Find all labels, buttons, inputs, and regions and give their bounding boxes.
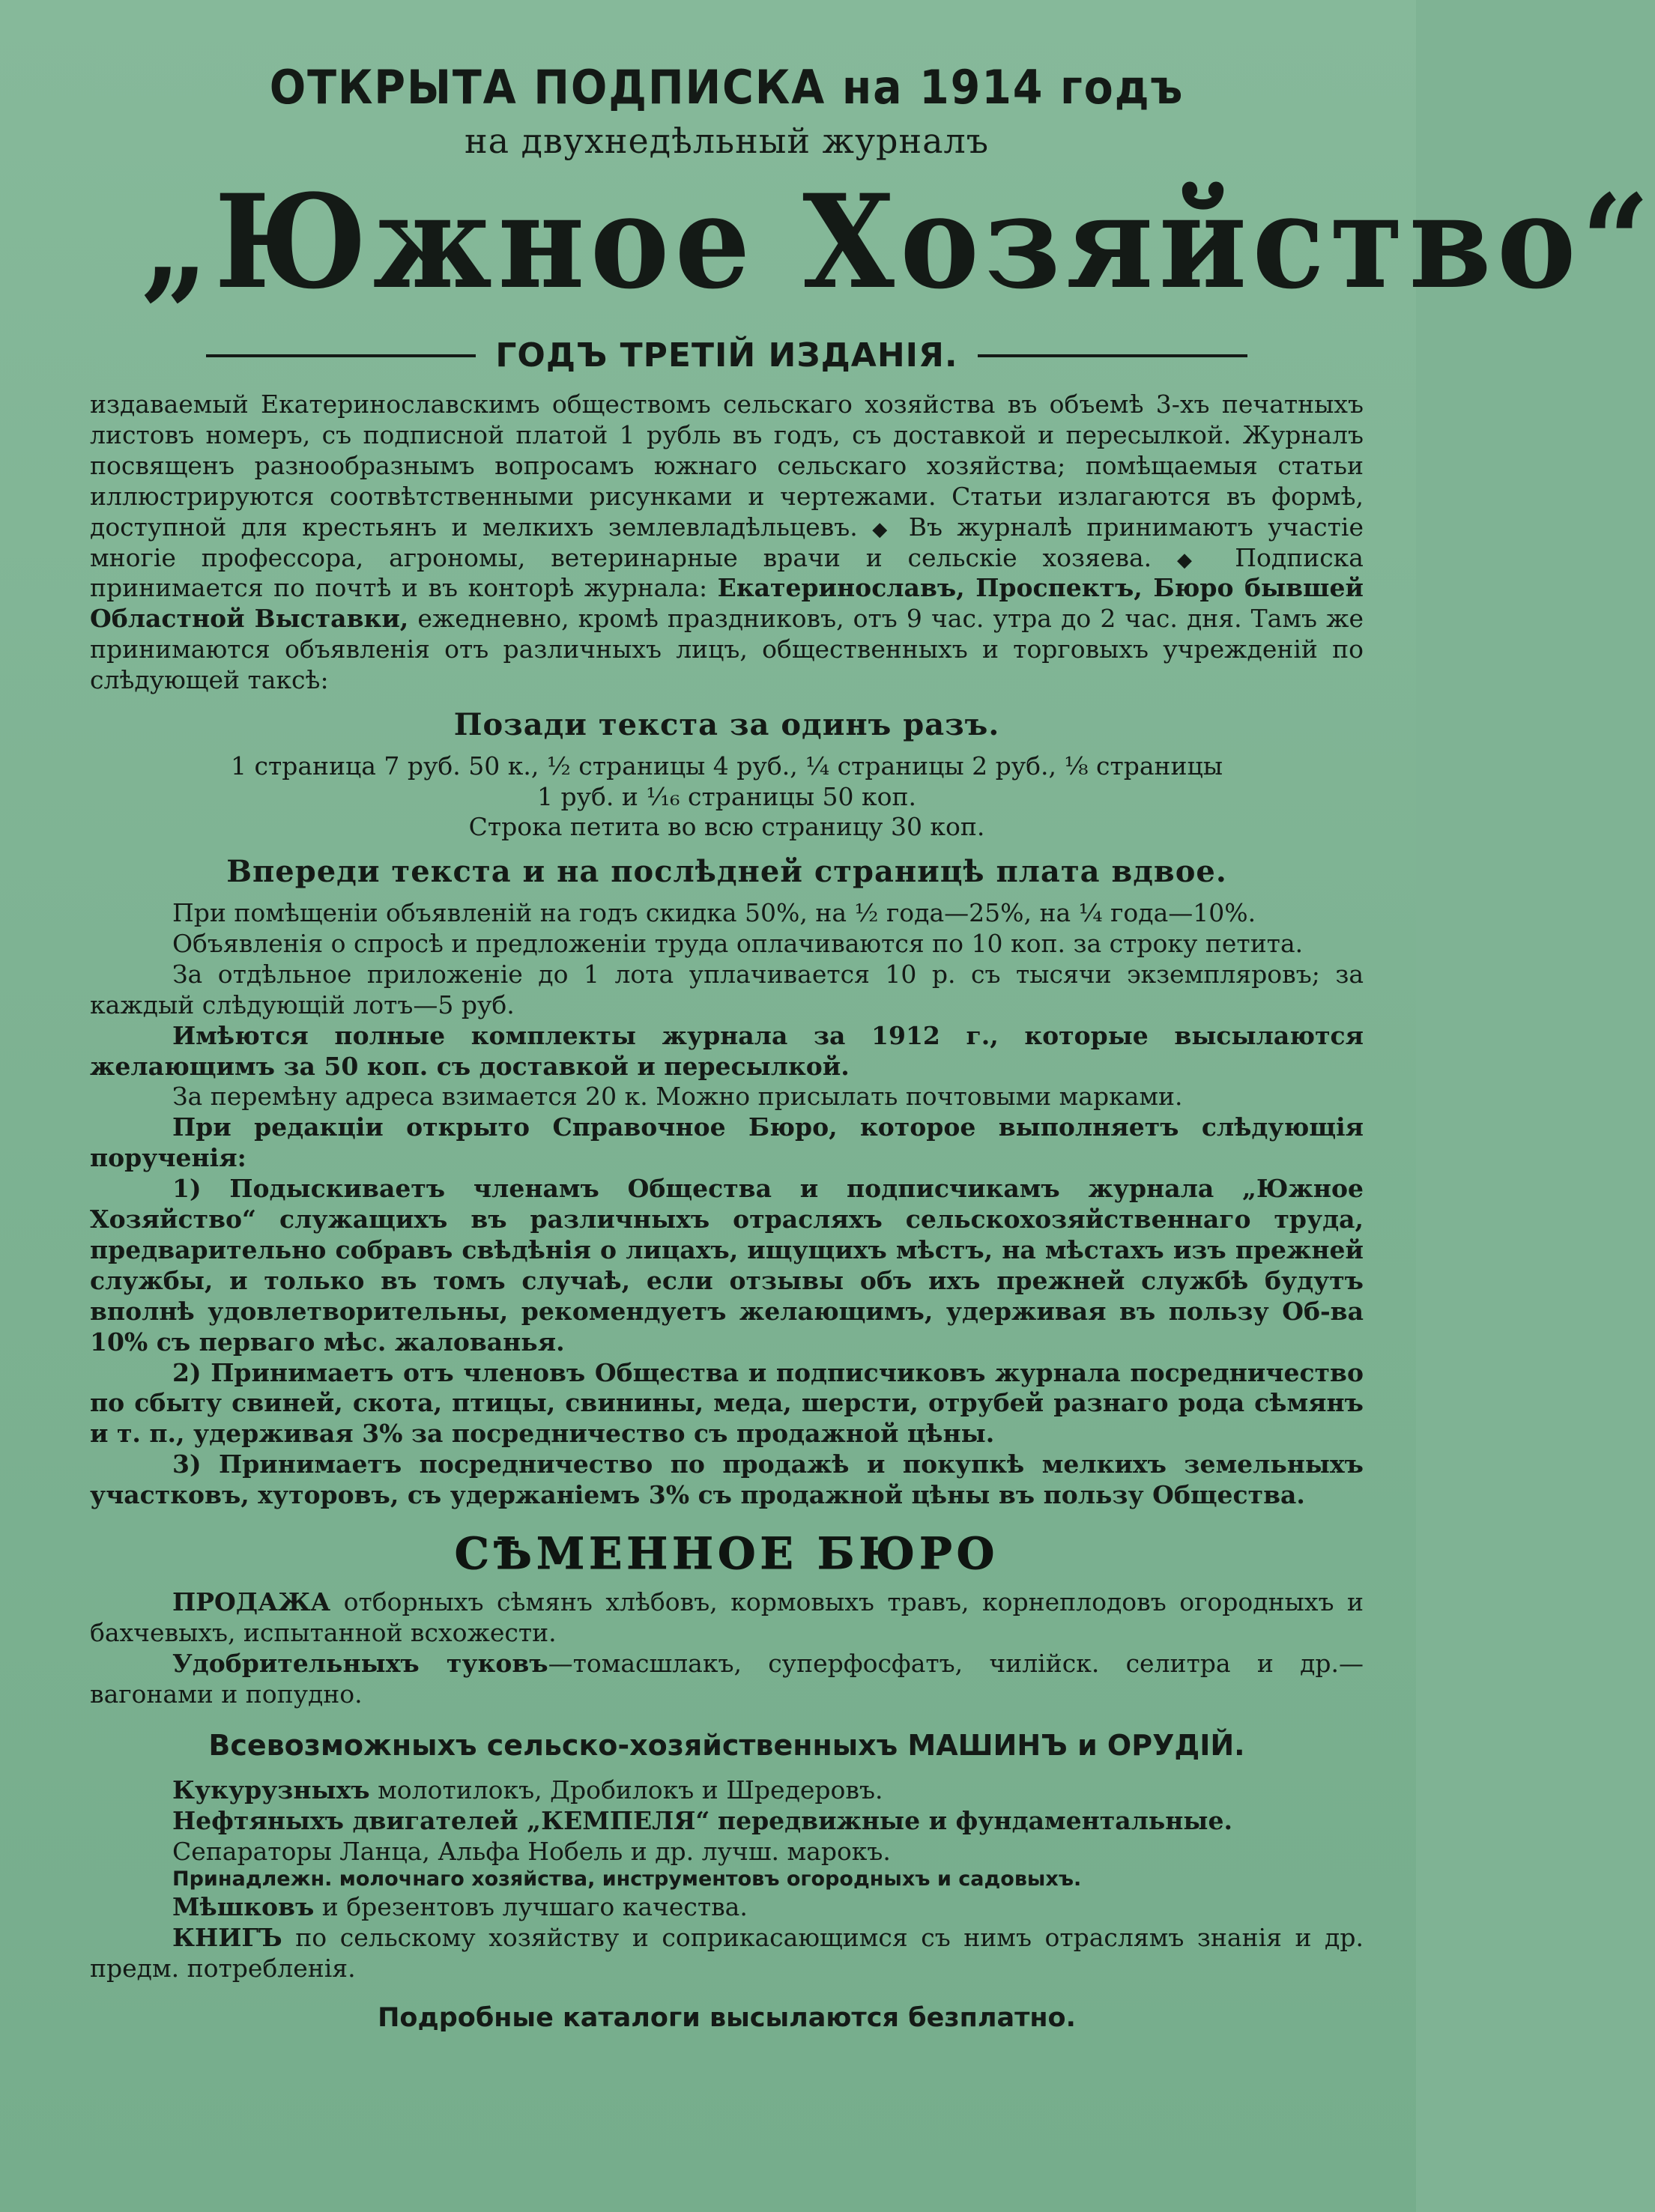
- subscription-heading: ОТКРЫТА ПОДПИСКА на 1914 годъ: [269, 60, 1184, 115]
- fertilizer-text: —томасшлакъ, суперфосфатъ, чилійск. селитра и др.—вагонами и попудно.: [90, 1648, 1364, 1709]
- corn-text: молотилокъ, Дробилокъ и Шредеровъ.: [378, 1775, 883, 1805]
- seed-bureau-title: СѢМЕННОЕ БЮРО: [454, 1528, 999, 1580]
- labor-ads-paragraph: Объявленія о спросѣ и предложеніи труда оплачиваются по 10 коп. за строку петита.: [172, 928, 1304, 958]
- sale-lead: ПРОДАЖА: [172, 1587, 331, 1616]
- books-line: [90, 1923, 1364, 1984]
- diamond-mark-icon: ◆: [872, 518, 895, 541]
- right-rule: [978, 354, 1247, 357]
- discount-paragraph: При помѣщеніи объявленій на годъ скидка 50%, на ½ года—25%, на ¼ года—10%.: [172, 897, 1256, 927]
- back-rates-title: Позади текста за одинъ разъ.: [453, 707, 1000, 743]
- service-item-1: 1) Подыскиваетъ членамъ Общества и подписчикамъ журнала „Южное Хозяйство“ служащихъ въ различныхъ отрасляхъ сельскохозяйственнаго труда, предварительно собравъ свѣдѣнія о лицахъ, ищущихъ мѣстъ, на мѣстахъ изъ прежней службы, и только въ томъ случаѣ, если отзывы объ ихъ прежней службѣ будутъ вполнѣ удовлетворительны, рекомендуетъ желающимъ, удерживая въ пользу Об-ва 10% съ перваго мѣс. жалованья.: [90, 1174, 1364, 1357]
- catalog-notice: Подробные каталоги высылаются безплатно.: [378, 2002, 1076, 2033]
- front-rates-title: Впереди текста и на послѣдней страницѣ плата вдвое.: [226, 854, 1227, 890]
- corn-machines-line: [90, 1775, 1364, 1806]
- intro-text-2: Въ журналѣ принимаютъ участіе многіе профессора, агрономы, ветеринарные врачи и сельскіе хозяева.: [90, 512, 1364, 572]
- address-change-paragraph: За перемѣну адреса взимается 20 к. Можно присылать почтовыми марками.: [172, 1082, 1183, 1112]
- sacks-line: [90, 1892, 1364, 1923]
- engines-lead: Нефтяныхъ двигателей „КЕМПЕЛЯ“: [172, 1805, 710, 1835]
- engines-line: [90, 1806, 1364, 1837]
- back-rates-line-2: 1 руб. и ¹⁄₁₆ страницы 50 коп.: [536, 781, 916, 811]
- insert-paragraph: За отдѣльное приложеніе до 1 лота уплачивается 10 р. съ тысячи экземпляровъ; за каждый слѣдующій лотъ—5 руб.: [90, 959, 1364, 1019]
- diamond-mark-icon-2: ◆: [1177, 548, 1210, 572]
- machines-title: Всевозможныхъ сельско-хозяйственныхъ МАШИНЪ и ОРУДІЙ.: [208, 1728, 1245, 1762]
- books-lead: КНИГЪ: [172, 1922, 282, 1952]
- sale-paragraph: [90, 1587, 1364, 1649]
- books-text: по сельскому хозяйству и соприкасающимся съ нимъ отраслямъ знанія и др. предм. потребленія.: [90, 1922, 1364, 1983]
- sale-text: отборныхъ сѣмянъ хлѣбовъ, кормовыхъ травъ, корнеплодовъ огородныхъ и бахчевыхъ, испытанной всхожести.: [90, 1587, 1364, 1647]
- corn-lead: Кукурузныхъ: [172, 1775, 370, 1805]
- complete-sets-paragraph: Имѣются полные комплекты журнала за 1912 г., которые высылаются желающимъ за 50 коп. съ доставкой и пересылкой.: [90, 1020, 1364, 1081]
- edition-year-row: [90, 336, 1364, 375]
- fertilizer-paragraph: [90, 1649, 1364, 1710]
- intro-paragraph: [90, 390, 1364, 696]
- intro-text-3c: ежедневно, кромѣ праздниковъ, отъ 9 час. утра до 2 час. дня. Тамъ же принимаются объявленія отъ различныхъ лицъ, общественныхъ и торговыхъ учрежденій по слѣдующей таксѣ:: [90, 604, 1364, 695]
- service-item-2: 2) Принимаетъ отъ членовъ Общества и подписчиковъ журнала посредничество по сбыту свиней, скота, птицы, свинины, меда, шерсти, отрубей разнаго рода сѣмянъ и т. п., удерживая 3% за посредничество съ продажной цѣны.: [90, 1357, 1364, 1449]
- engines-text: передвижные и фундаментальные.: [717, 1805, 1232, 1835]
- intro-text-1: издаваемый Екатеринославскимъ обществомъ сельскаго хозяйства въ объемѣ 3-хъ печатныхъ листовъ номеръ, съ подписной платой 1 рубль въ годъ, съ доставкой и пересылкой. Журналъ посвященъ разнообразнымъ вопросамъ южнаго сельскаго хозяйства; помѣщаемыя статьи иллюстрируются соотвѣтственными рисунками и чертежами. Статьи излагаются въ формѣ, доступной для крестьянъ и мелкихъ землевладѣльцевъ.: [90, 390, 1364, 542]
- article-body: [90, 390, 1364, 2034]
- edition-year: ГОДЪ ТРЕТІЙ ИЗДАНІЯ.: [495, 336, 958, 375]
- journal-title: „Южное Хозяйство“: [141, 166, 1655, 318]
- sacks-lead: Мѣшковъ: [172, 1891, 315, 1921]
- fertilizer-lead: Удобрительныхъ туковъ: [172, 1648, 548, 1678]
- intro-text-3a: Подписка принимается по почтѣ и въ конторѣ журнала:: [90, 542, 1364, 603]
- left-rule: [206, 354, 476, 357]
- service-item-3: 3) Принимаетъ посредничество по продажѣ и покупкѣ мелкихъ земельныхъ участковъ, хуторовъ, съ удержаніемъ 3% съ продажной цѣны въ пользу Общества.: [90, 1449, 1364, 1510]
- reference-bureau-intro: При редакціи открыто Справочное Бюро, которое выполняетъ слѣдующія порученія:: [90, 1112, 1364, 1173]
- sacks-text: и брезентовъ лучшаго качества.: [321, 1891, 748, 1921]
- back-rates-line-1: 1 страница 7 руб. 50 к., ½ страницы 4 руб., ¼ страницы 2 руб., ⅛ страницы: [230, 751, 1223, 781]
- back-rates-line-3: Строка петита во всю страницу 30 коп.: [468, 812, 985, 842]
- office-address: Екатеринославъ, Проспектъ, Бюро бывшей Областной Выставки,: [90, 573, 1364, 634]
- separators-line: Сепараторы Ланца, Альфа Нобель и др. лучш. марокъ.: [172, 1836, 891, 1866]
- journal-type-line: на двухнедѣльный журналъ: [464, 121, 990, 161]
- dairy-line: Принадлежн. молочнаго хозяйства, инструментовъ огородныхъ и садовыхъ.: [172, 1867, 1082, 1891]
